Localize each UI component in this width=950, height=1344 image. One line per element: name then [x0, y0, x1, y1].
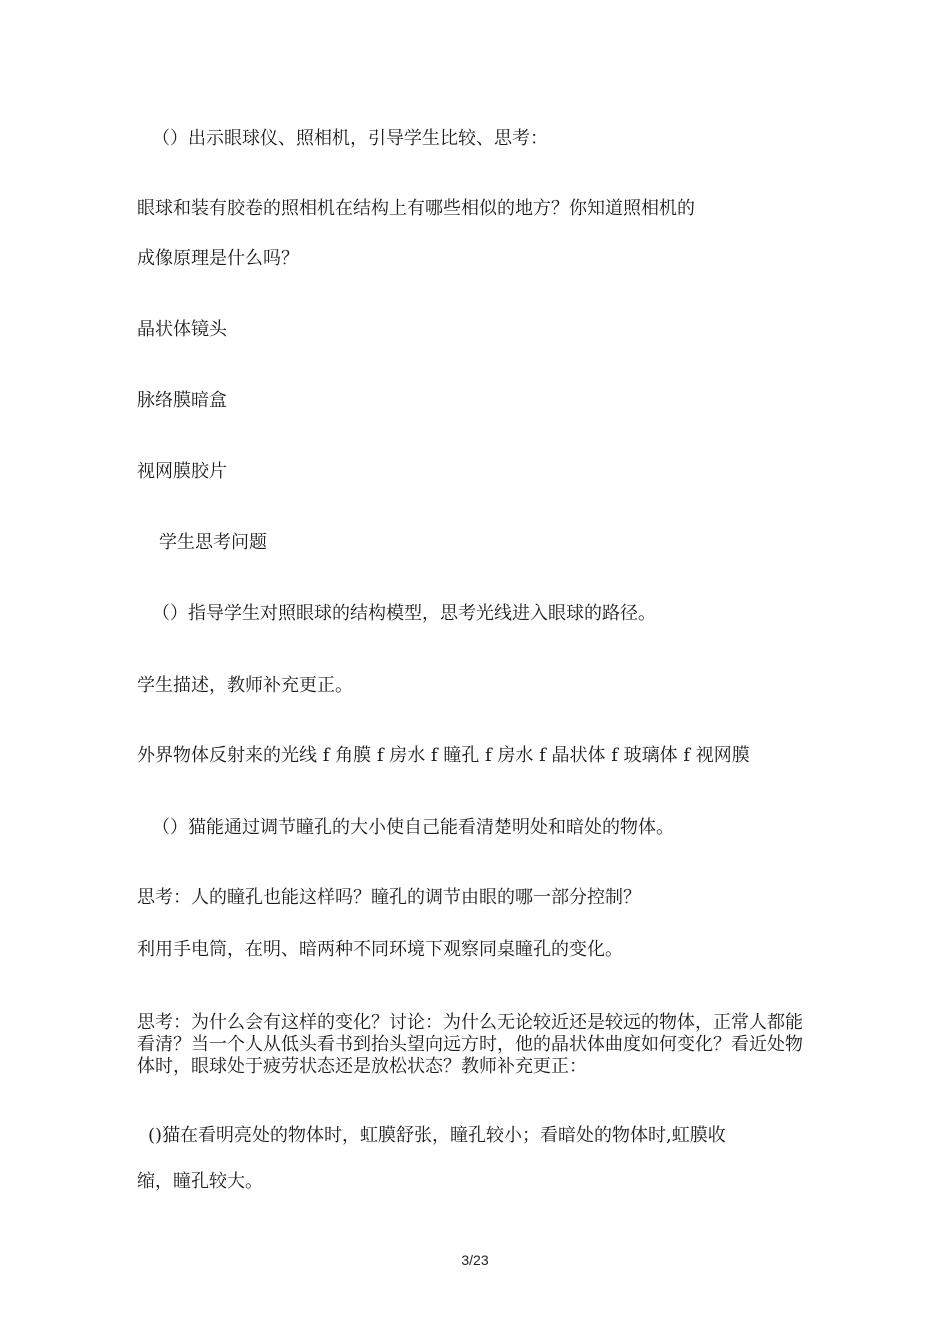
text-line: 视网膜胶片 [137, 461, 227, 482]
text-line: （）指导学生对照眼球的结构模型，思考光线进入眼球的路径。 [152, 603, 656, 624]
text-paragraph: 思考：为什么会有这样的变化？讨论：为什么无论较近还是较远的物体，正常人都能看清？当一个人从低头看书到抬头望向远方时，他的晶状体曲度如何变化？看近处物体时，眼球处于疲劳状态还是放松状态？教师补充更正： [137, 1012, 803, 1077]
text-line: 脉络膜暗盒 [137, 390, 227, 411]
text-line: 晶状体镜头 [137, 319, 227, 340]
text-line: 外界物体反射来的光线 f 角膜 f 房水 f 瞳孔 f 房水 f 晶状体 f 玻璃体 f 视网膜 [137, 745, 750, 766]
text-line: 思考：人的瞳孔也能这样吗？瞳孔的调节由眼的哪一部分控制？ [137, 887, 641, 908]
page-number: 3/23 [461, 1252, 489, 1268]
text-line: 缩，瞳孔较大。 [137, 1171, 263, 1192]
text-line: 眼球和装有胶卷的照相机在结构上有哪些相似的地方？你知道照相机的 [137, 198, 695, 219]
text-line: （）猫能通过调节瞳孔的大小使自己能看清楚明处和暗处的物体。 [152, 817, 674, 838]
text-line: 利用手电筒，在明、暗两种不同环境下观察同桌瞳孔的变化。 [137, 939, 623, 960]
text-line: （）出示眼球仪、照相机，引导学生比较、思考： [152, 128, 548, 149]
text-line: 成像原理是什么吗？ [137, 248, 299, 269]
text-line: 学生描述，教师补充更正。 [137, 675, 353, 696]
text-line: 学生思考问题 [159, 532, 267, 553]
text-line: ()猫在看明亮处的物体时，虹膜舒张，瞳孔较小；看暗处的物体时,虹膜收 [148, 1125, 726, 1146]
